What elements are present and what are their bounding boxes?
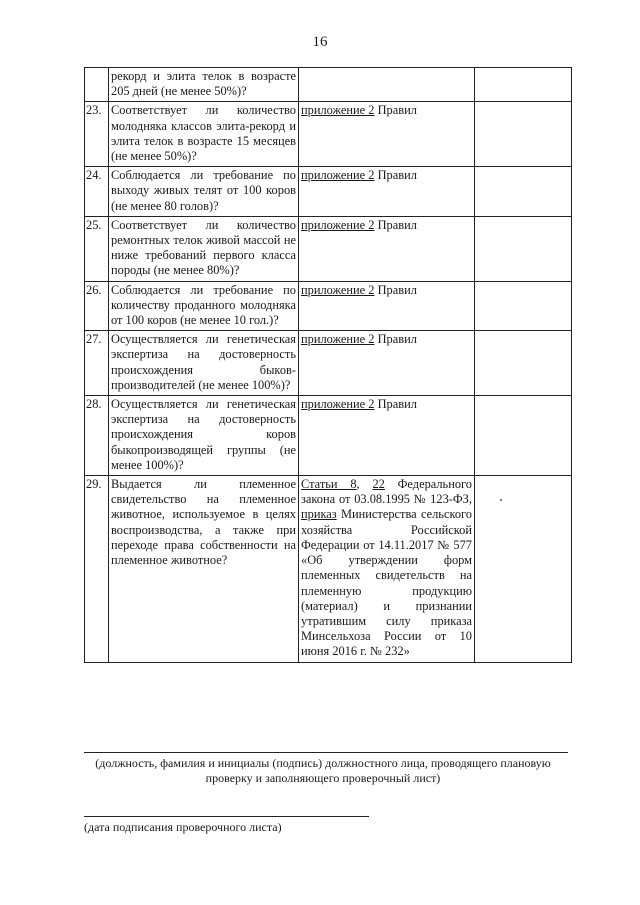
table-row: [85, 167, 572, 217]
row-number: 28.: [85, 396, 109, 476]
reference-cell: [299, 216, 475, 281]
reference-link[interactable]: приложение 2: [301, 397, 375, 412]
reference-link[interactable]: приказ: [301, 507, 337, 522]
reference-link[interactable]: приложение 2: [301, 217, 375, 232]
table-row: [85, 216, 572, 281]
reference-text: Правил: [374, 217, 417, 232]
reference-text: Правил: [374, 397, 417, 412]
reference-text: Федерального закона от 03.08.1995 № 123-ФЗ,: [301, 477, 473, 507]
reference-text: Правил: [374, 103, 417, 118]
answer-cell: [475, 167, 572, 217]
row-number: 26.: [85, 281, 109, 331]
date-line: [84, 816, 369, 817]
reference-cell: [299, 281, 475, 331]
question-cell: рекорд и элита телок в возрасте 205 дней (не менее 50%)?: [109, 68, 299, 102]
reference-text: Правил: [374, 332, 417, 347]
row-number: 29.: [85, 476, 109, 662]
question-cell: Осуществляется ли генетическая экспертиза на достоверность происхождения коров быкопроизводящей группы (не менее 100%)?: [109, 396, 299, 476]
table-row: [85, 331, 572, 396]
table-row: [85, 476, 572, 662]
reference-link[interactable]: Статьи 8: [301, 477, 357, 492]
page-number: 16: [312, 34, 328, 50]
reference-link[interactable]: приложение 2: [301, 103, 375, 118]
answer-cell: [475, 281, 572, 331]
reference-text: Министерства сельского хозяйства Российской Федерации от 14.11.2017 № 577 «Об утверждении форм племенных свидетельств на племенную продукцию (материал) и признании утратившим силу приказа Минсельхоза России от 10 июня 2016 г. № 232»: [301, 507, 472, 659]
reference-link[interactable]: приложение 2: [301, 332, 375, 347]
question-cell: Соответствует ли количество молодняка классов элита-рекорд и элита телок в возрасте 15 месяцев (не менее 50%)?: [109, 102, 299, 167]
reference-cell: [299, 396, 475, 476]
reference-cell: [299, 331, 475, 396]
reference-link[interactable]: приложение 2: [301, 168, 375, 183]
row-number: 27.: [85, 331, 109, 396]
answer-cell: [475, 476, 572, 662]
answer-cell: [475, 102, 572, 167]
row-number: 23.: [85, 102, 109, 167]
row-number: 25.: [85, 216, 109, 281]
signature-line: [84, 752, 568, 753]
reference-link[interactable]: приложение 2: [301, 282, 375, 297]
reference-cell: [299, 476, 475, 662]
reference-text: Правил: [374, 168, 417, 183]
table-row: [85, 68, 572, 102]
question-cell: Соблюдается ли требование по количеству проданного молодняка от 100 коров (не менее 10 гол.)?: [109, 281, 299, 331]
signature-caption: (должность, фамилия и инициалы (подпись) должностного лица, проводящего плановую проверку и заполняющего проверочный лист): [95, 756, 551, 785]
row-number: 24.: [85, 167, 109, 217]
question-cell: Соблюдается ли требование по выходу живых телят от 100 коров (не менее 80 голов)?: [109, 167, 299, 217]
answer-cell: [475, 331, 572, 396]
reference-text: Правил: [374, 282, 417, 297]
reference-link[interactable]: 22: [372, 477, 385, 492]
reference-cell: [299, 68, 475, 102]
answer-cell: [475, 396, 572, 476]
question-cell: Осуществляется ли генетическая экспертиза на достоверность происхождения быков-производителей (не менее 100%)?: [109, 331, 299, 396]
reference-cell: [299, 167, 475, 217]
date-caption: (дата подписания проверочного листа): [84, 820, 282, 834]
table-row: [85, 396, 572, 476]
row-number: [85, 68, 109, 102]
table-row: [85, 281, 572, 331]
checklist-table: [84, 67, 572, 663]
question-cell: Выдается ли племенное свидетельство на племенное животное, используемое в целях воспроизводства, а также при переходе права собственности на племенное животное?: [109, 476, 299, 662]
question-cell: Соответствует ли количество ремонтных телок живой массой не ниже требований первого класса породы (не менее 80%)?: [109, 216, 299, 281]
reference-text: ,: [356, 477, 373, 492]
scan-speck: [500, 499, 502, 501]
answer-cell: [475, 68, 572, 102]
reference-cell: [299, 102, 475, 167]
table-row: [85, 102, 572, 167]
answer-cell: [475, 216, 572, 281]
